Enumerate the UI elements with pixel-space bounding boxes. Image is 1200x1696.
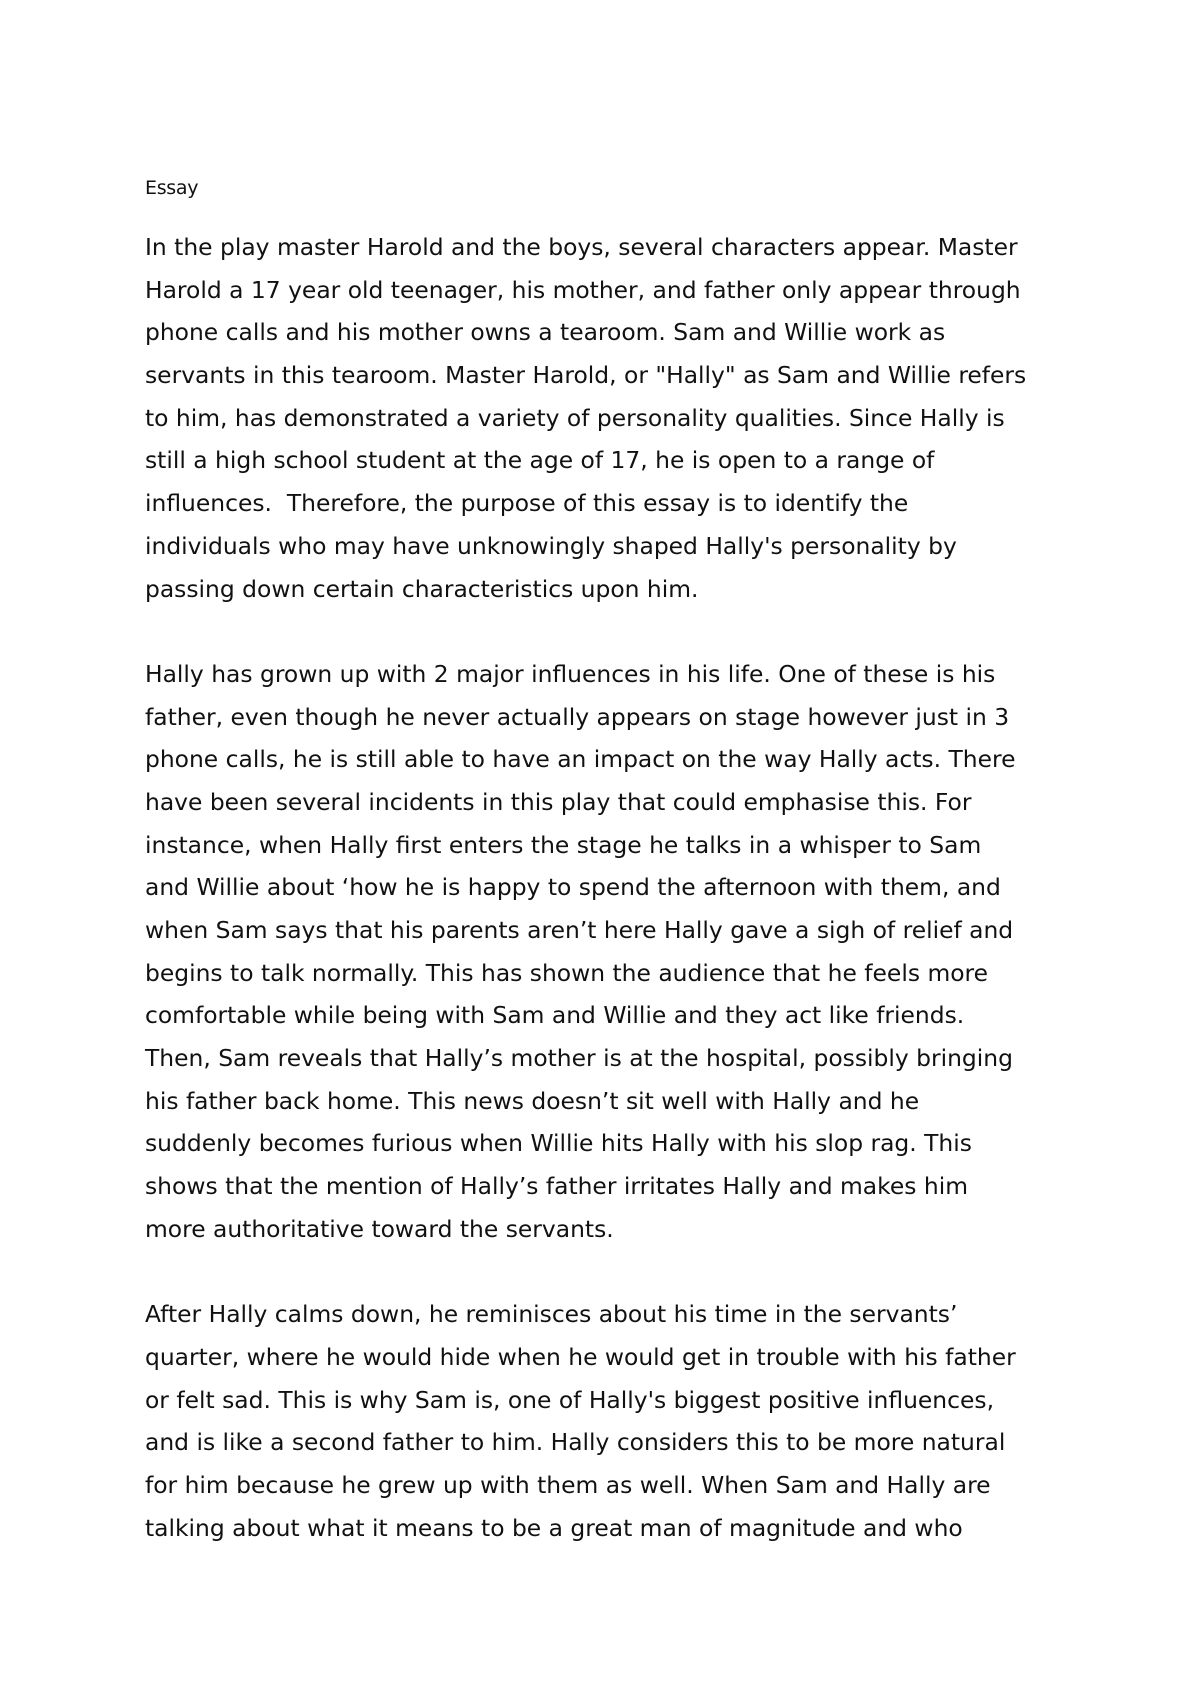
text-line: instance, when Hally first enters the stage he talks in a whisper to Sam [145,830,982,859]
paragraph [145,226,1075,610]
text-line: his father back home. This news doesn’t sit well with Hally and he [145,1086,920,1115]
text-line: Hally has grown up with 2 major influences in his life. One of these is his [145,659,996,688]
text-line: and is like a second father to him. Hally considers this to be more natural [145,1428,1006,1457]
document-body [145,226,1075,1549]
text-line: shows that the mention of Hally’s father irritates Hally and makes him [145,1172,968,1201]
paragraph-gap [145,610,1075,653]
text-line: comfortable while being with Sam and Willie and they act like friends. [145,1001,965,1030]
text-line: passing down certain characteristics upon him. [145,574,699,603]
text-line: still a high school student at the age of 17, he is open to a range of [145,446,935,475]
text-line: for him because he grew up with them as well. When Sam and Hally are [145,1470,991,1499]
paragraph [145,653,1075,1251]
text-line: have been several incidents in this play that could emphasise this. For [145,787,972,816]
text-line: talking about what it means to be a great man of magnitude and who [145,1513,963,1542]
text-line: more authoritative toward the servants. [145,1214,614,1243]
text-line: father, even though he never actually appears on stage however just in 3 [145,702,1010,731]
text-line: In the play master Harold and the boys, several characters appear. Master [145,233,1018,261]
text-line: to him, has demonstrated a variety of personality qualities. Since Hally is [145,403,1005,432]
text-line: Harold a 17 year old teenager, his mother, and father only appear through [145,275,1021,304]
text-line: quarter, where he would hide when he would get in trouble with his father [145,1342,1016,1371]
text-line: servants in this tearoom. Master Harold, or "Hally" as Sam and Willie refers [145,361,1027,390]
text-line: and Willie about ‘how he is happy to spend the afternoon with them, and [145,873,1001,902]
document-heading: Essay [145,177,199,199]
text-line: when Sam says that his parents aren’t here Hally gave a sigh of relief and [145,916,1014,944]
text-line: phone calls and his mother owns a tearoom. Sam and Willie work as [145,318,946,347]
text-line: After Hally calms down, he reminisces about his time in the servants’ [145,1300,958,1329]
text-line: individuals who may have unknowingly shaped Hally's personality by [145,531,957,560]
paragraph-gap [145,1251,1075,1294]
text-line: or felt sad. This is why Sam is, one of Hally's biggest positive influences, [145,1385,995,1414]
text-line: suddenly becomes furious when Willie hits Hally with his slop rag. This [145,1129,972,1158]
paragraph [145,1293,1075,1549]
text-line: phone calls, he is still able to have an impact on the way Hally acts. There [145,745,1016,774]
text-line: influences. Therefore, the purpose of this essay is to identify the [145,489,909,518]
text-line: Then, Sam reveals that Hally’s mother is at the hospital, possibly bringing [145,1044,1013,1073]
text-line: begins to talk normally. This has shown the audience that he feels more [145,958,989,987]
